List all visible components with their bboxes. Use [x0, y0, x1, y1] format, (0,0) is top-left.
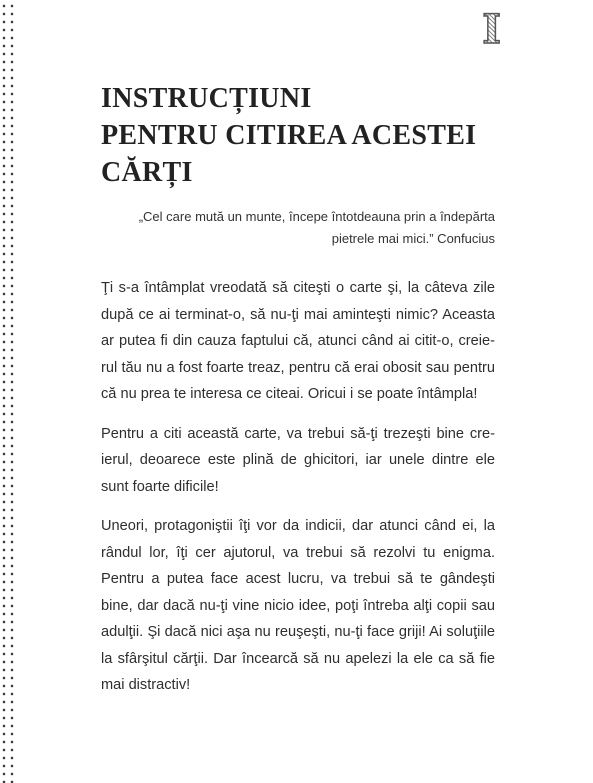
epigraph-line-2: pietrele mai mici.” Confucius [331, 231, 495, 246]
chapter-title [101, 80, 521, 191]
epigraph-line-1: „Cel care mută un munte, începe întotdeauna prin a îndepărta [138, 209, 495, 224]
epigraph-quote [95, 206, 495, 250]
dotted-border [0, 0, 16, 783]
title-line-2: PENTRU CITIREA ACESTEI [101, 120, 477, 151]
paragraph-3: Uneori, protagoniştii îţi vor da indicii, dar atunci când ei, la rândul lor, îţi cer ajutorul, va trebui să rezolvi tu enigma. Pentru a putea face acest lucru, va trebui să te gândeşti bine, dar dacă nu-ţi vine nicio idee, poţi întreba alţi copii sau adulţii. Şi dacă nici aşa nu reuşeşti, nu-ţi face griji! Ai soluţiile la sfârşitul cărţii. Dar încearcă să nu apelezi la ele ca să fie mai distractiv! [101, 518, 495, 693]
paragraph-1: Ţi s-a întâmplat vreodată să citeşti o carte şi, la câteva zile după ce ai terminat-o, să nu-ţi mai aminteşti nimic? Aceasta ar putea fi din cauza faptului că, atunci când ai citit-o, creierul tău nu a fost foarte treaz, pentru că erai obosit sau pentru că nu prea te interesa ce citeai. Oricui i se poate întâmpla! [101, 280, 495, 402]
paragraph-2: Pentru a citi această carte, va trebui să-ţi trezeşti bine creierul, deoarece este plină de ghicitori, iar unele dintre ele sunt foarte dificile! [101, 425, 495, 495]
title-line-1: INSTRUCȚIUNI [101, 83, 312, 114]
title-line-3: CĂRȚI [101, 157, 193, 188]
body-text [101, 275, 495, 712]
chapter-number: I [482, 6, 501, 53]
